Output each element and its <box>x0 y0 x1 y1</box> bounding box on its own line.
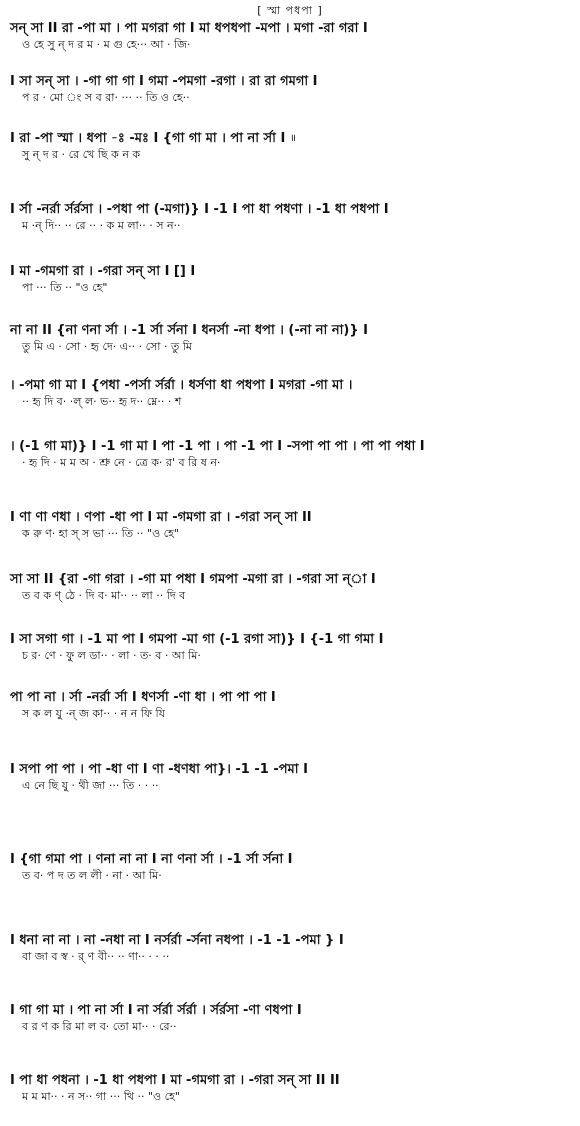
stanza-row <box>0 689 580 721</box>
lyric-line: স ক ল যু ·ন্ জ কা·· · ন ন ফি যি <box>22 707 166 720</box>
notation-line: I র্সা -নর্রা র্সর্রসা । -পধা পা (-মগা)} I -1 I পা ধা পধণা । -1 ধা পধপা I <box>10 202 389 217</box>
notation-line: I মা -গমগা রা । -গরা সন্ সা I [] I <box>10 264 196 279</box>
stanza-row <box>0 322 580 354</box>
stanza-row <box>0 571 580 603</box>
notation-line: I গা গা মা । পা না র্সা I না র্সর্রা র্সর্রা । র্সর্রসা -ণা ণধপা I <box>10 1003 302 1018</box>
lyric-line: সু ন্ দ র · রে খে ছি ক ন ক <box>22 148 141 161</box>
lyric-line: প র · মো ং স ব রা· ··· ·· তি ও হে·· <box>22 91 190 104</box>
stanza-row <box>0 851 580 883</box>
stanza-row <box>0 761 580 793</box>
lyric-line: চ র· ণে · ফু ল ডা·· · লা · ত· ব · আ মি· <box>22 649 201 662</box>
stanza-row <box>0 932 580 964</box>
stanza-row <box>0 509 580 541</box>
stanza-row <box>0 631 580 663</box>
lyric-line: · হৃ দি · ম ম অ · শ্রু নে · ত্রে ক· র' ব রি ষ ন· <box>22 456 221 469</box>
double-bar-mark: ॥ <box>290 133 296 144</box>
notation-line: I সা সন্ সা । -গা গা গা I গমা -পমগা -রগা । রা রা গমগা I <box>10 74 318 89</box>
notation-line: পা পা না । র্সা -নর্রা র্সা I ধণর্সা -ণা ধা । পা পা পা I <box>10 690 276 705</box>
notation-line: সা সা II {রা -গা গরা । -গা মা পধা I গমপা -মগা রা । -গরা সা ন্া I <box>10 572 376 587</box>
stanza-row <box>0 73 580 105</box>
stanza-row <box>0 263 580 295</box>
lyric-line: ব র ণ ক রি মা ল ব· তো মা·· · রে·· <box>22 1020 177 1033</box>
notation-line: I পা ধা পধনা । -1 ধা পধপা I মা -গমগা রা । -গরা সন্ সা II II <box>10 1073 340 1088</box>
lyric-line: এ নে ছি যু · থী জা ··· তি · · ·· <box>22 779 159 792</box>
notation-line: I রা -পা স্মা । ধপা -ঃ -মঃ I {গা গা মা । পা না র্সা I <box>10 131 286 146</box>
lyric-line: ম ম মা·· · ন স·· গা ··· থি ·· "ও হে" <box>22 1090 180 1103</box>
stanza-row <box>0 1072 580 1104</box>
notation-line: । -পমা গা মা I {পধা -পর্সা র্সর্রা । ধর্সণা ধা পধপা I মগরা -গা মা । <box>10 378 353 393</box>
notation-line: I ণা ণা ণধা । ণপা -ধা পা I মা -গমগা রা । -গরা সন্ সা II <box>10 510 312 525</box>
stanza-row <box>0 438 580 470</box>
stanza-row <box>0 377 580 409</box>
notation-line: I ধনা না না । না -নধা না I নর্সর্রা -র্সনা নধপা । -1 -1 -পমা } I <box>10 933 344 948</box>
notation-line: I সপা পা পা । পা -ধা ণা I ণা -ধণধা পা}। -1 -1 -পমা I <box>10 762 308 777</box>
lyric-line: বা জা ব স্ব · র্ ণ বী·· ·· ণা·· · · ·· <box>22 950 170 963</box>
notation-line: I সা সগা গা । -1 মা পা I গমপা -মা গা (-1 রগা সা)} I {-1 গা গমা I <box>10 632 384 647</box>
notation-line: না না II {না ণনা র্সা । -1 র্সা র্সনা I ধনর্সা -না ধপা । (-না না না)} I <box>10 323 368 338</box>
page-header: [ স্মা পধপা ] <box>257 4 323 17</box>
lyric-line: ত ব· প দ ত ল লী · না · আ মি· <box>22 869 162 882</box>
lyric-line: ত ব ক ণ্ ঠে · দি ব· মা·· ·· লা ·· দি ব <box>22 589 186 602</box>
notation-line: । (-1 গা মা)} I -1 গা মা I পা -1 পা । পা -1 পা I -সপা পা পা । পা পা পধা I <box>10 439 425 454</box>
lyric-line: তু মি এ · সো · হৃ দে· এ·· · সো · তু মি <box>22 340 192 353</box>
lyric-line: ক রু ণ· হা স্ স ভা ··· তি ·· "ও হে" <box>22 527 179 540</box>
lyric-line: ম ·ন্ দি·· ·· রে ·· · ক ম লা·· · স ন·· <box>22 219 181 232</box>
lyric-line: ·· হৃ দি ব· ·ল্ ল· ভ·· হৃ দ·· ম্নে·· · শ <box>22 395 182 408</box>
stanza-row <box>0 201 580 233</box>
lyric-line: ও হে সু ন্ দ র ম · ম গু হে··· আ · জি· <box>22 38 191 51</box>
stanza-row <box>0 1002 580 1034</box>
notation-line: সন্ সা II রা -পা মা । পা মগরা গা I মা ধপধপা -মপা । মগা -রা গরা I <box>10 21 368 36</box>
lyric-line: পা ··· তি ·· "ও হে" <box>22 281 108 294</box>
notation-line: I {গা গমা পা । ণনা না না I না ণনা র্সা । -1 র্সা র্সনা I <box>10 852 293 867</box>
stanza-row <box>0 20 580 52</box>
